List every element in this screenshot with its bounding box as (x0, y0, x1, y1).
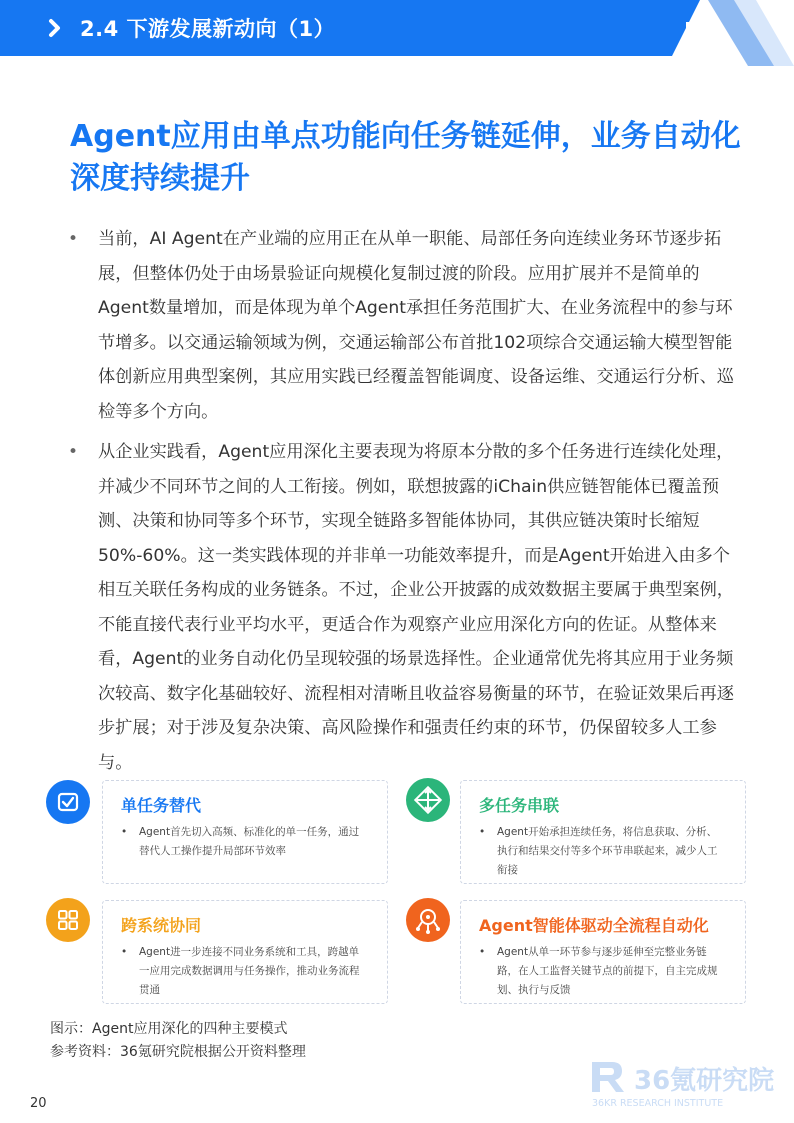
mode-card-full-automation (460, 900, 746, 1004)
page-number: 20 (30, 1096, 47, 1111)
36kr-logo-icon (678, 0, 794, 66)
card-title: Agent智能体驱动全流程自动化 (479, 916, 709, 935)
watermark-brand: 36氪研究院 (634, 1066, 775, 1096)
move-arrows-icon (406, 778, 450, 822)
card-text: • Agent进一步连接不同业务系统和工具，跨越单一应用完成数据调用与任务操作，推动业务流程贯通 (125, 943, 365, 1000)
card-bullet-marker: • (121, 946, 128, 958)
card-text: • Agent首先切入高频、标准化的单一任务，通过替代人工操作提升局部环节效率 (125, 823, 365, 861)
card-title: 多任务串联 (479, 796, 560, 815)
bullet-item (64, 222, 744, 429)
section-title: 2.4 下游发展新动向（1） (80, 17, 336, 41)
bullet-marker: • (68, 442, 79, 462)
bullet-text: 从企业实践看，Agent应用深化主要表现为将原本分散的多个任务进行连续化处理，并减少不同环节之间的人工衔接。例如，联想披露的iChain供应链智能体已覆盖预测、决策和协同等多个环节，实现全链路多智能体协同，其供应链决策时长缩短50%-60%。这一类实践体现的并非单一功能效率提升，而是Agent开始进入由多个相互关联任务构成的业务链条。不过，企业公开披露的成效数据主要属于典型案例，不能直接代表行业平均水平，更适合作为观察产业应用深化方向的佐证。从整体来看，Agent的业务自动化仍呈现较强的场景选择性。企业通常优先将其应用于业务频次较高、数字化基础较好、流程相对清晰且收益容易衡量的环节，在验证效果后再逐步扩展；对于涉及复杂决策、高风险操作和强责任约束的环节，仍保留较多人工参与。 (98, 442, 734, 773)
bullet-marker: • (68, 229, 79, 249)
card-bullet-marker: • (121, 826, 128, 838)
source-note: 参考资料：36氪研究院根据公开资料整理 (50, 1044, 306, 1060)
card-title: 单任务替代 (121, 796, 202, 815)
figure-caption: 图示：Agent应用深化的四种主要模式 (50, 1021, 288, 1037)
mode-card-cross-system (102, 900, 388, 1004)
bullet-item (64, 435, 744, 780)
watermark-sub: 36KR RESEARCH INSTITUTE (592, 1098, 724, 1109)
card-text: • Agent从单一环节参与逐步延伸至完整业务链路，在人工监督关键节点的前提下，自主完成规划、执行与反馈 (483, 943, 723, 1000)
card-title: 跨系统协同 (121, 916, 202, 935)
mode-card-single-task (102, 780, 388, 884)
card-text: • Agent开始承担连续任务，将信息获取、分析、执行和结果交付等多个环节串联起来，减少人工衔接 (483, 823, 723, 880)
grid-apps-icon (46, 898, 90, 942)
ai-network-icon (406, 898, 450, 942)
card-bullet-marker: • (479, 946, 486, 958)
card-bullet-marker: • (479, 826, 486, 838)
36kr-research-watermark (590, 1052, 780, 1110)
chevron-right-icon (44, 16, 68, 40)
page-heading: Agent应用由单点功能向任务链延伸，业务自动化深度持续提升 (70, 119, 741, 196)
mode-card-multi-task (460, 780, 746, 884)
check-square-icon (46, 780, 90, 824)
bullet-text: 当前，AI Agent在产业端的应用正在从单一职能、局部任务向连续业务环节逐步拓展，但整体仍处于由场景验证向规模化复制过渡的阶段。应用扩展并不是简单的Agent数量增加，而是体现为单个Agent承担任务范围扩大、在业务流程中的参与环节增多。以交通运输领域为例，交通运输部公布首批102项综合交通运输大模型智能体创新应用典型案例，其应用实践已经覆盖智能调度、设备运维、交通运行分析、巡检等多个方向。 (98, 229, 734, 422)
bullet-list (64, 222, 744, 780)
